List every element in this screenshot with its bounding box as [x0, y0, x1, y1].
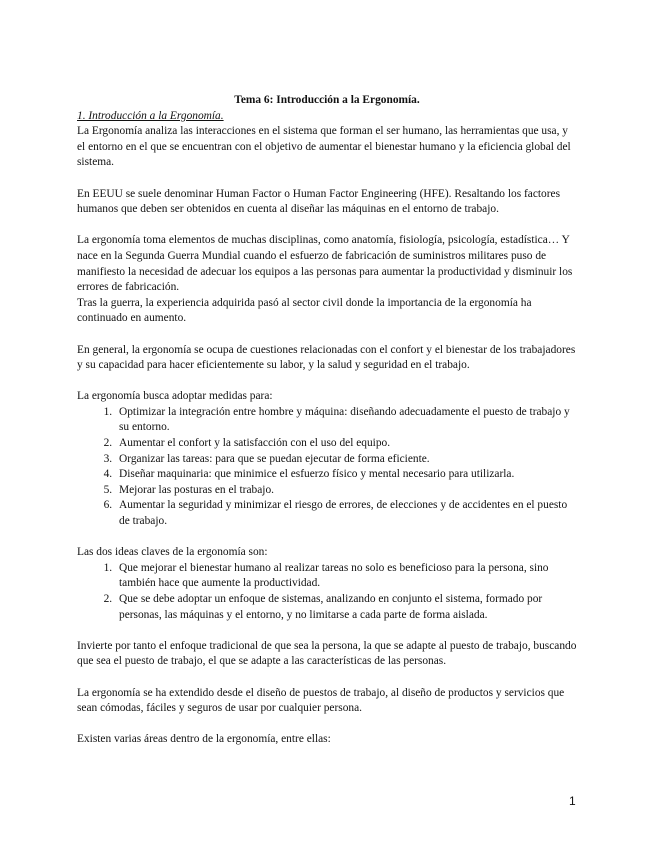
ideas-list — [77, 561, 577, 623]
list-item: 2. Aumentar el confort y la satisfacción con el uso del equipo. — [115, 436, 577, 452]
page-number: 1 — [569, 794, 576, 808]
paragraph-definition: La Ergonomía analiza las interacciones en el sistema que forman el ser humano, las herramientas que usa, y el entorno en el que se encuentran con el objetivo de aumentar el bienestar humano y la eficiencia global del sistema. — [77, 125, 571, 169]
list-item: 1. Que mejorar el bienestar humano al realizar tareas no solo es beneficioso para la persona, sino también hace que aumente la productividad. — [115, 561, 577, 592]
paragraph-origins: La ergonomía toma elementos de muchas disciplinas, como anatomía, fisiología, psicología, estadística… Y nace en la Segunda Guerra Mundial cuando el esfuerzo de fabricación de suministros militares puso de manifiesto la necesidad de adecuar los equipos a las personas para aumentar la productividad y disminuir los errores de fabricación. — [77, 234, 573, 294]
measures-list — [77, 405, 577, 530]
list-item: 5. Mejorar las posturas en el trabajo. — [115, 483, 577, 499]
paragraph-post-war: Tras la guerra, la experiencia adquirida pasó al sector civil donde la importancia de la ergonomía ha continuado en aumento. — [77, 296, 532, 325]
paragraph-hfe: En EEUU se suele denominar Human Factor o Human Factor Engineering (HFE). Resaltando los factores humanos que deben ser obtenidos en cuenta al diseñar las máquinas en el entorno de trabajo. — [77, 187, 561, 216]
list-item: 3. Organizar las tareas: para que se puedan ejecutar de forma eficiente. — [115, 452, 577, 468]
list-item: 4. Diseñar maquinaria: que minimice el esfuerzo físico y mental necesario para utilizarla. — [115, 467, 577, 483]
list-item: 6. Aumentar la seguridad y minimizar el riesgo de errores, de elecciones y de accidentes en el puesto de trabajo. — [115, 498, 577, 529]
section-heading: 1. Introducción a la Ergonomía. — [77, 109, 224, 122]
paragraph-extension: La ergonomía se ha extendido desde el diseño de puestos de trabajo, al diseño de productos y servicios que sean cómodas, fáciles y seguros de usar por cualquier persona. — [77, 686, 565, 715]
document-title: Tema 6: Introducción a la Ergonomía. — [234, 94, 420, 106]
paragraph-approach: Invierte por tanto el enfoque tradicional de que sea la persona, la que se adapte al puesto de trabajo, buscando que sea el puesto de trabajo, el que se adapte a las características de las personas. — [77, 639, 577, 668]
paragraph-areas: Existen varias áreas dentro de la ergonomía, entre ellas: — [77, 733, 331, 746]
measures-intro: La ergonomía busca adoptar medidas para: — [77, 390, 273, 403]
ideas-intro: Las dos ideas claves de la ergonomía son: — [77, 546, 268, 559]
page-content — [77, 93, 577, 748]
list-item: 2. Que se debe adoptar un enfoque de sistemas, analizando en conjunto el sistema, formado por personas, las máquinas y el entorno, y no limitarse a cada parte de forma aislada. — [115, 592, 577, 623]
paragraph-general: En general, la ergonomía se ocupa de cuestiones relacionadas con el confort y el bienestar de los trabajadores y su capacidad para hacer eficientemente su labor, y la salud y seguridad en el trabajo. — [77, 343, 576, 372]
list-item: 1. Optimizar la integración entre hombre y máquina: diseñando adecuadamente el puesto de trabajo y su entorno. — [115, 405, 577, 436]
